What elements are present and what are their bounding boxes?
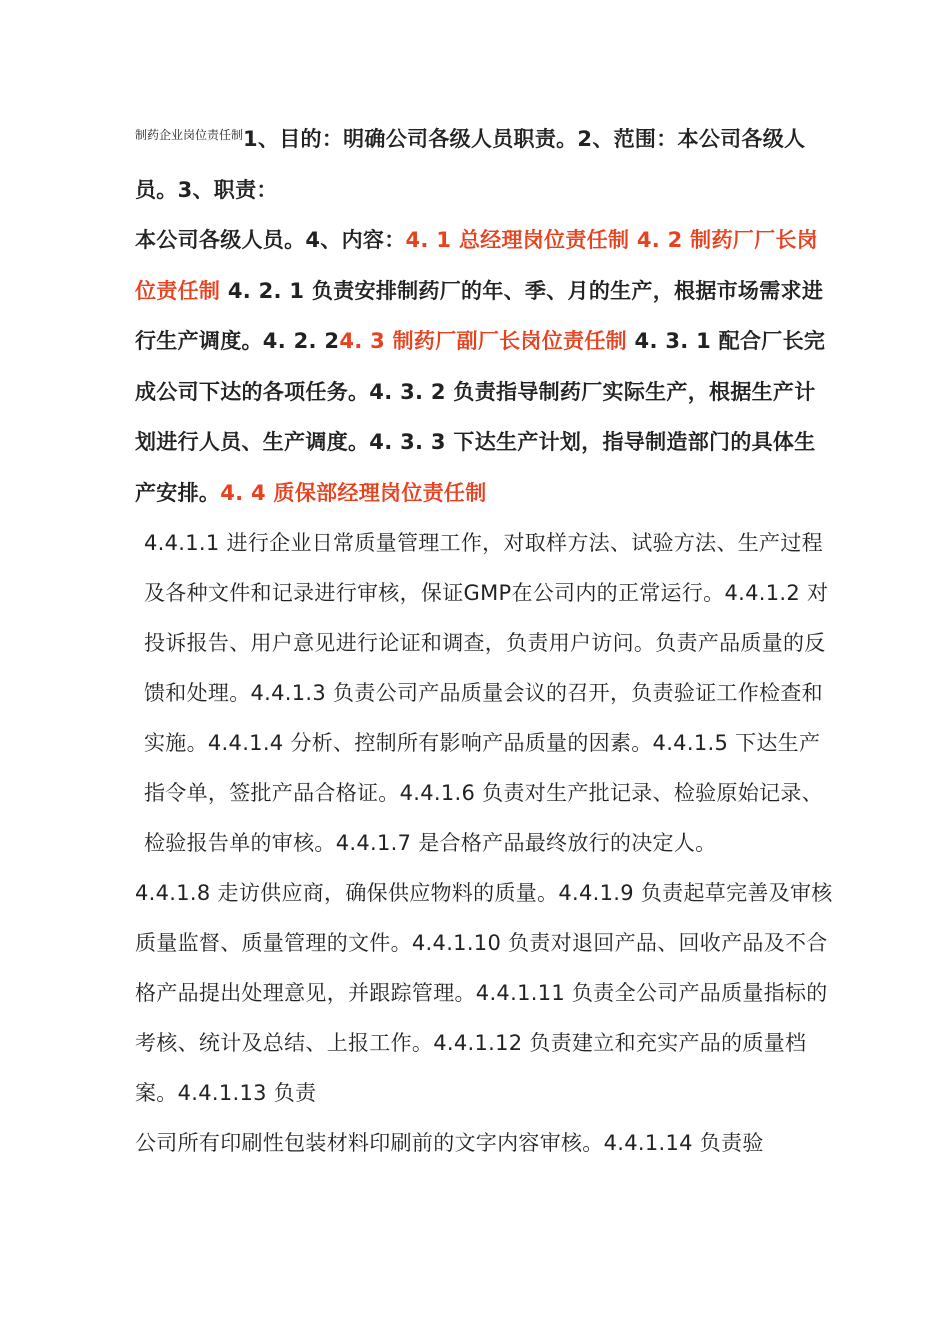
paragraph-qa-duties-1: 4.4.1.1 进行企业日常质量管理工作，对取样方法、试验方法、生产过程及各种文件和记录进行审核，保证GMP在公司内的正常运行。4.4.1.2 对投诉报告、用户意见进行论证和调查，负责用户访问。负责产品质量的反馈和处理。4.4.1.3 负责公司产品质量会议的召开，负责验证工作检查和实施。4.4.1.4 分析、控制所有影响产品质量的因素。4.4.1.5 下达生产指令单，签批产品合格证。4.4.1.6 负责对生产批记录、检验原始记录、检验报告单的审核。4.4.1.7 是合格产品最终放行的决定人。 (144, 531, 829, 855)
document-title: 制药企业岗位责任制 (135, 128, 244, 142)
section-text-4-3: 4. 3. 1 配合厂长完成公司下达的各项任务。4. 3. 2 负责指导制药厂实际生产，根据生产计划进行人员、生产调度。4. 3. 3 下达生产计划，指导制造部门的具体生产安排。 (135, 329, 826, 505)
section-heading-4-4: 4. 4 质保部经理岗位责任制 (220, 480, 487, 505)
paragraph-purpose (135, 110, 835, 215)
section-text-4-2: 4. 2. 1 负责安排制药厂的年、季、月的生产，根据市场需求进行生产调度。4. 2. 2 (135, 278, 824, 353)
document-page (135, 110, 835, 1168)
section-heading-4-1-4-2: 4. 1 总经理岗位责任制 4. 2 制药厂厂长岗位责任制 (135, 228, 818, 303)
purpose-text: 1、目的：明确公司各级人员职责。2、范围：本公司各级人员。3、职责： (135, 127, 806, 202)
paragraph-content (135, 215, 835, 518)
content-intro: 本公司各级人员。4、内容： (135, 228, 406, 252)
paragraph-qa-duties-2: 4.4.1.8 走访供应商，确保供应物料的质量。4.4.1.9 负责起草完善及审核质量监督、质量管理的文件。4.4.1.10 负责对退回产品、回收产品及不合格产品提出处理意见，并跟踪管理。4.4.1.11 负责全公司产品质量指标的考核、统计及总结、上报工作。4.4.1.12 负责建立和充实产品的质量档案。4.4.1.13 负责 (135, 881, 833, 1105)
paragraph-qa-duties-3: 公司所有印刷性包装材料印刷前的文字内容审核。4.4.1.14 负责验 (135, 1131, 764, 1155)
section-heading-4-3: 4. 3 制药厂副厂长岗位责任制 (339, 329, 627, 353)
